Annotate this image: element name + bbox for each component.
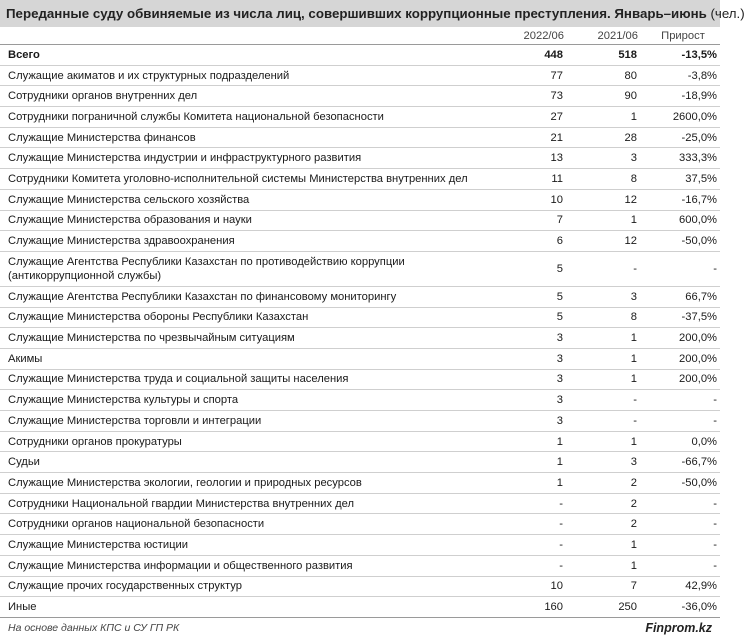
value-2021: -	[572, 411, 646, 432]
value-growth: 333,3%	[646, 148, 720, 169]
value-2022: 160	[510, 597, 572, 618]
row-label: Сотрудники органов прокуратуры	[0, 431, 510, 452]
row-label: Служащие Министерства по чрезвычайным ситуациям	[0, 328, 510, 349]
row-label: Судьи	[0, 452, 510, 473]
table-row	[0, 411, 720, 432]
value-growth: -3,8%	[646, 65, 720, 86]
value-2021: 1	[572, 210, 646, 231]
title-text: Переданные суду обвиняемые из числа лиц, совершивших коррупционные преступления. Январь–июнь	[6, 6, 707, 21]
table-row	[0, 307, 720, 328]
value-growth: -16,7%	[646, 189, 720, 210]
value-growth: -	[646, 390, 720, 411]
value-growth: -50,0%	[646, 231, 720, 252]
table-row	[0, 127, 720, 148]
value-2021: 518	[572, 45, 646, 66]
row-label: Служащие Министерства образования и науки	[0, 210, 510, 231]
source-note: На основе данных КПС и СУ ГП РК	[8, 621, 180, 634]
header-2021: 2021/06	[572, 27, 646, 45]
value-growth: -50,0%	[646, 473, 720, 494]
value-2022: 3	[510, 411, 572, 432]
header-growth: Прирост	[646, 27, 720, 45]
header-2022: 2022/06	[510, 27, 572, 45]
row-label: Всего	[0, 45, 510, 66]
value-growth: 42,9%	[646, 576, 720, 597]
value-growth: -18,9%	[646, 86, 720, 107]
value-growth: -	[646, 514, 720, 535]
value-2021: 1	[572, 107, 646, 128]
value-2021: 1	[572, 348, 646, 369]
row-label: Служащие прочих государственных структур	[0, 576, 510, 597]
value-2021: 2	[572, 473, 646, 494]
value-2022: -	[510, 514, 572, 535]
row-label: Служащие Министерства сельского хозяйства	[0, 189, 510, 210]
value-2022: 448	[510, 45, 572, 66]
row-label: Служащие Министерства здравоохранения	[0, 231, 510, 252]
row-label: Служащие Министерства финансов	[0, 127, 510, 148]
value-2022: 73	[510, 86, 572, 107]
row-label: Сотрудники Национальной гвардии Министерства внутренних дел	[0, 493, 510, 514]
value-2022: 5	[510, 251, 572, 286]
value-2021: 2	[572, 514, 646, 535]
value-growth: -	[646, 493, 720, 514]
value-growth: 66,7%	[646, 286, 720, 307]
value-2021: 12	[572, 231, 646, 252]
title-unit: (чел.)	[710, 6, 745, 21]
table-row	[0, 86, 720, 107]
value-growth: -37,5%	[646, 307, 720, 328]
value-growth: 200,0%	[646, 348, 720, 369]
table-row	[0, 348, 720, 369]
table-row	[0, 473, 720, 494]
value-2022: 7	[510, 210, 572, 231]
value-2021: 3	[572, 148, 646, 169]
brand-logo-text: Finprom.kz	[645, 620, 712, 635]
row-label: Акимы	[0, 348, 510, 369]
table-row	[0, 514, 720, 535]
value-growth: -	[646, 411, 720, 432]
value-growth: -25,0%	[646, 127, 720, 148]
value-growth: 2600,0%	[646, 107, 720, 128]
value-2021: -	[572, 390, 646, 411]
value-2022: 6	[510, 231, 572, 252]
value-2022: -	[510, 535, 572, 556]
table-row	[0, 452, 720, 473]
table-row	[0, 65, 720, 86]
row-label: Служащие акиматов и их структурных подразделений	[0, 65, 510, 86]
table-row	[0, 369, 720, 390]
table-row	[0, 231, 720, 252]
value-2022: 3	[510, 369, 572, 390]
row-label: Служащие Министерства юстиции	[0, 535, 510, 556]
value-2021: 1	[572, 431, 646, 452]
row-label: Служащие Министерства труда и социальной защиты населения	[0, 369, 510, 390]
value-2021: 250	[572, 597, 646, 618]
value-growth: 37,5%	[646, 169, 720, 190]
row-label: Служащие Министерства экологии, геологии и природных ресурсов	[0, 473, 510, 494]
header-category	[0, 27, 510, 45]
value-2021: 2	[572, 493, 646, 514]
table-row	[0, 286, 720, 307]
data-table	[0, 27, 720, 618]
value-2021: 3	[572, 286, 646, 307]
value-2021: 1	[572, 535, 646, 556]
value-2022: 1	[510, 431, 572, 452]
table-row	[0, 210, 720, 231]
table-row	[0, 576, 720, 597]
table-body	[0, 45, 720, 618]
value-2021: 8	[572, 307, 646, 328]
table-row	[0, 251, 720, 286]
value-2021: 28	[572, 127, 646, 148]
table-row	[0, 390, 720, 411]
value-2022: 13	[510, 148, 572, 169]
row-label: Сотрудники пограничной службы Комитета национальной безопасности	[0, 107, 510, 128]
row-label: Иные	[0, 597, 510, 618]
value-2021: -	[572, 251, 646, 286]
value-2022: 27	[510, 107, 572, 128]
table-row	[0, 493, 720, 514]
value-2022: 3	[510, 390, 572, 411]
value-2022: 77	[510, 65, 572, 86]
footer	[0, 618, 720, 638]
row-label: Служащие Министерства торговли и интеграции	[0, 411, 510, 432]
value-2021: 1	[572, 555, 646, 576]
value-2021: 3	[572, 452, 646, 473]
table-row	[0, 148, 720, 169]
row-label: Служащие Министерства обороны Республики Казахстан	[0, 307, 510, 328]
value-growth: -	[646, 535, 720, 556]
row-label: Сотрудники органов внутренних дел	[0, 86, 510, 107]
value-2021: 12	[572, 189, 646, 210]
value-growth: 200,0%	[646, 369, 720, 390]
table-row	[0, 597, 720, 618]
value-growth: -13,5%	[646, 45, 720, 66]
table-row	[0, 431, 720, 452]
value-2022: -	[510, 555, 572, 576]
value-2021: 90	[572, 86, 646, 107]
table-row	[0, 555, 720, 576]
row-label: Служащие Агентства Республики Казахстан по противодействию коррупции (антикоррупционной службы)	[0, 251, 510, 286]
value-2022: 11	[510, 169, 572, 190]
value-growth: -	[646, 555, 720, 576]
value-growth: 0,0%	[646, 431, 720, 452]
value-growth: -66,7%	[646, 452, 720, 473]
value-2021: 80	[572, 65, 646, 86]
value-2021: 8	[572, 169, 646, 190]
table-title	[0, 0, 745, 27]
row-label: Служащие Министерства культуры и спорта	[0, 390, 510, 411]
value-growth: 600,0%	[646, 210, 720, 231]
value-2022: -	[510, 493, 572, 514]
row-label: Сотрудники органов национальной безопасности	[0, 514, 510, 535]
value-2022: 1	[510, 452, 572, 473]
table-row	[0, 107, 720, 128]
table-row	[0, 169, 720, 190]
value-2022: 3	[510, 328, 572, 349]
row-label: Служащие Министерства индустрии и инфраструктурного развития	[0, 148, 510, 169]
value-2021: 7	[572, 576, 646, 597]
row-label: Служащие Агентства Республики Казахстан по финансовому мониторингу	[0, 286, 510, 307]
table-row	[0, 535, 720, 556]
value-2022: 21	[510, 127, 572, 148]
value-growth: 200,0%	[646, 328, 720, 349]
value-2022: 10	[510, 576, 572, 597]
value-2022: 5	[510, 307, 572, 328]
table-row	[0, 328, 720, 349]
header-row	[0, 27, 720, 45]
value-growth: -	[646, 251, 720, 286]
row-label: Служащие Министерства информации и общественного развития	[0, 555, 510, 576]
value-2021: 1	[572, 369, 646, 390]
table-row	[0, 189, 720, 210]
value-growth: -36,0%	[646, 597, 720, 618]
value-2021: 1	[572, 328, 646, 349]
value-2022: 1	[510, 473, 572, 494]
row-label: Сотрудники Комитета уголовно-исполнительной системы Министерства внутренних дел	[0, 169, 510, 190]
value-2022: 10	[510, 189, 572, 210]
value-2022: 5	[510, 286, 572, 307]
value-2022: 3	[510, 348, 572, 369]
table-row-total	[0, 45, 720, 66]
